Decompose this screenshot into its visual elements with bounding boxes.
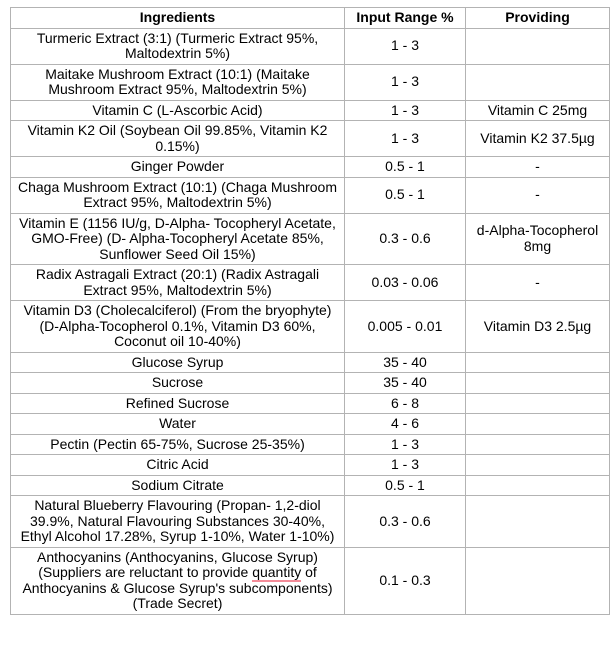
table-row <box>11 157 610 178</box>
providing-cell: Vitamin C 25mg <box>466 100 610 121</box>
ingredient-cell: Pectin (Pectin 65-75%, Sucrose 25-35%) <box>11 434 345 455</box>
table-row <box>11 475 610 496</box>
ingredients-table <box>10 7 610 615</box>
input-range-cell: 1 - 3 <box>345 64 466 100</box>
providing-cell <box>466 475 610 496</box>
table-row <box>11 547 610 614</box>
table-row <box>11 373 610 394</box>
table-body <box>11 28 610 614</box>
spellcheck-underlined-word[interactable]: quantity <box>252 564 302 580</box>
table-row <box>11 28 610 64</box>
ingredient-cell: Vitamin E (1156 IU/g, D-Alpha- Tocopheryl Acetate, GMO-Free) (D- Alpha-Tocopheryl Acetate 85%, Sunflower Seed Oil 15%) <box>11 213 345 265</box>
providing-cell <box>466 455 610 476</box>
input-range-cell: 1 - 3 <box>345 455 466 476</box>
input-range-cell: 0.3 - 0.6 <box>345 213 466 265</box>
providing-cell: Vitamin D3 2.5µg <box>466 301 610 353</box>
providing-cell: - <box>466 157 610 178</box>
ingredient-cell: Vitamin D3 (Cholecalciferol) (From the bryophyte) (D-Alpha-Tocopherol 0.1%, Vitamin D3 60%, Coconut oil 10-40%) <box>11 301 345 353</box>
table-row <box>11 393 610 414</box>
ingredient-cell: Citric Acid <box>11 455 345 476</box>
column-header-providing: Providing <box>466 8 610 29</box>
table-row <box>11 100 610 121</box>
column-header-input-range: Input Range % <box>345 8 466 29</box>
ingredient-cell: Maitake Mushroom Extract (10:1) (Maitake Mushroom Extract 95%, Maltodextrin 5%) <box>11 64 345 100</box>
input-range-cell: 35 - 40 <box>345 352 466 373</box>
providing-cell <box>466 496 610 548</box>
ingredient-cell: Anthocyanins (Anthocyanins, Glucose Syrup) (Suppliers are reluctant to provide quantity of Anthocyanins & Glucose Syrup's subcomponents) (Trade Secret) <box>11 547 345 614</box>
table-row <box>11 64 610 100</box>
table-row <box>11 414 610 435</box>
ingredient-cell: Vitamin K2 Oil (Soybean Oil 99.85%, Vitamin K2 0.15%) <box>11 121 345 157</box>
providing-cell <box>466 373 610 394</box>
providing-cell: d-Alpha-Tocopherol 8mg <box>466 213 610 265</box>
ingredient-cell: Turmeric Extract (3:1) (Turmeric Extract 95%, Maltodextrin 5%) <box>11 28 345 64</box>
input-range-cell: 1 - 3 <box>345 100 466 121</box>
ingredient-cell: Refined Sucrose <box>11 393 345 414</box>
table-row <box>11 177 610 213</box>
table-row <box>11 121 610 157</box>
input-range-cell: 4 - 6 <box>345 414 466 435</box>
table-row <box>11 352 610 373</box>
table-row <box>11 496 610 548</box>
input-range-cell: 1 - 3 <box>345 121 466 157</box>
providing-cell <box>466 393 610 414</box>
header-row <box>11 8 610 29</box>
input-range-cell: 35 - 40 <box>345 373 466 394</box>
ingredient-cell: Vitamin C (L-Ascorbic Acid) <box>11 100 345 121</box>
ingredient-cell: Ginger Powder <box>11 157 345 178</box>
ingredient-cell: Water <box>11 414 345 435</box>
ingredient-cell: Sodium Citrate <box>11 475 345 496</box>
input-range-cell: 1 - 3 <box>345 28 466 64</box>
providing-cell: - <box>466 177 610 213</box>
providing-cell <box>466 434 610 455</box>
input-range-cell: 0.5 - 1 <box>345 177 466 213</box>
providing-cell <box>466 352 610 373</box>
column-header-ingredients: Ingredients <box>11 8 345 29</box>
input-range-cell: 0.005 - 0.01 <box>345 301 466 353</box>
providing-cell: Vitamin K2 37.5µg <box>466 121 610 157</box>
table-row <box>11 301 610 353</box>
providing-cell <box>466 28 610 64</box>
providing-cell: - <box>466 265 610 301</box>
table-row <box>11 455 610 476</box>
providing-cell <box>466 414 610 435</box>
input-range-cell: 1 - 3 <box>345 434 466 455</box>
table-row <box>11 265 610 301</box>
table-row <box>11 434 610 455</box>
ingredient-cell: Chaga Mushroom Extract (10:1) (Chaga Mushroom Extract 95%, Maltodextrin 5%) <box>11 177 345 213</box>
input-range-cell: 0.5 - 1 <box>345 475 466 496</box>
ingredient-cell: Natural Blueberry Flavouring (Propan- 1,2-diol 39.9%, Natural Flavouring Substances 30-40%, Ethyl Alcohol 17.28%, Syrup 1-10%, Water 1-10%) <box>11 496 345 548</box>
table-row <box>11 213 610 265</box>
input-range-cell: 6 - 8 <box>345 393 466 414</box>
providing-cell <box>466 547 610 614</box>
ingredient-cell: Radix Astragali Extract (20:1) (Radix Astragali Extract 95%, Maltodextrin 5%) <box>11 265 345 301</box>
input-range-cell: 0.1 - 0.3 <box>345 547 466 614</box>
ingredient-cell: Sucrose <box>11 373 345 394</box>
input-range-cell: 0.5 - 1 <box>345 157 466 178</box>
ingredient-cell: Glucose Syrup <box>11 352 345 373</box>
input-range-cell: 0.3 - 0.6 <box>345 496 466 548</box>
input-range-cell: 0.03 - 0.06 <box>345 265 466 301</box>
providing-cell <box>466 64 610 100</box>
